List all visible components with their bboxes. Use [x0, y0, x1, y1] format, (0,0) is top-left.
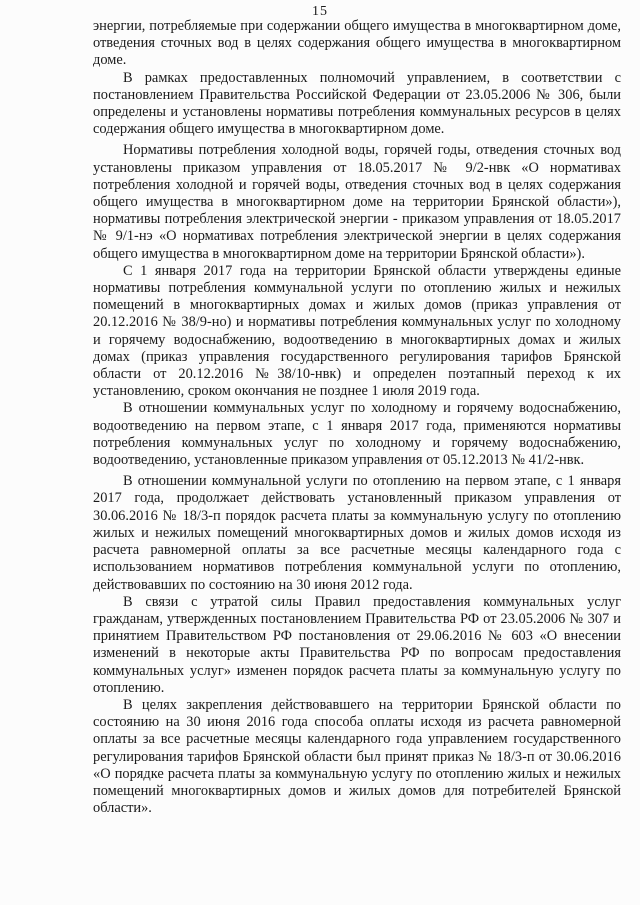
document-body: [93, 18, 621, 817]
paragraph-unified-norms-2017: С 1 января 2017 года на территории Брянской области утверждены единые нормативы потребления коммунальной услуги по отоплению жилых и нежилых помещений в многоквартирных домах и жилых домов (приказ управления от 20.12.2016 № 38/9-но) и нормативы потребления коммунальных услуг по холодному и горячему водоснабжению, водоотведению в многоквартирных домах и жилых домах (приказ управления государственного регулирования тарифов Брянской области от 20.12.2016 №38/10-нвк) и определен поэтапный переход к их установлению, сроком окончания не позднее 1 июля 2019 года.: [93, 262, 621, 400]
paragraph-order-18-3: В целях закрепления действовавшего на территории Брянской области по состоянию на 30 июня 2016 года способа оплаты исходя из расчета равномерной оплаты за все расчетные месяцы календарного года управлением государственного регулирования тарифов Брянской области был принят приказ № 18/3-п от 30.06.2016 «О порядке расчета платы за коммунальную услугу по отоплению жилых и нежилых помещений многоквартирных домов и жилых домов для потребителей Брянской области».: [93, 696, 621, 817]
paragraph-heating-first-stage: В отношении коммунальной услуги по отоплению на первом этапе, с 1 января 2017 года, продолжает действовать установленный приказом управления от 30.06.2016 № 18/3-п порядок расчета платы за коммунальную услугу по отоплению жилых и нежилых помещений многоквартирных домов и жилых домов исходя из расчета равномерной оплаты за все расчетные месяцы календарного года с использованием нормативов потребления коммунальной услуги по отоплению, действовавших по состоянию на 30 июня 2012 года.: [93, 473, 621, 593]
paragraph-water-supply-first-stage: В отношении коммунальных услуг по холодному и горячему водоснабжению, водоотведению на первом этапе, с 1 января 2017 года, применяются нормативы потребления коммунальных услуг по холодному и горячему водоснабжению, водоотведению, установленные приказом управления от 05.12.2013 № 41/2-нвк.: [93, 400, 621, 469]
paragraph-rules-change: В связи с утратой силы Правил предоставления коммунальных услуг гражданам, утвержденных постановлением Правительства РФ от 23.05.2006 № 307 и принятием Правительством РФ постановления от 29.06.2016 № 603 «О внесении изменений в некоторые акты Правительства РФ по вопросам предоставления коммунальных услуг» изменен порядок расчета платы за коммунальную услугу по отоплению.: [93, 593, 621, 696]
paragraph-continuation: энергии, потребляемые при содержании общего имущества в многоквартирном доме, отведения сточных вод в целях содержания общего имущества в многоквартирном доме.: [93, 18, 621, 69]
page-number: 15: [312, 4, 328, 19]
paragraph-norms-authority: В рамках предоставленных полномочий управлением, в соответствии с постановлением Правительства Российской Федерации от 23.05.2006 № 306, были определены и установлены нормативы потребления коммунальных ресурсов в целях содержания общего имущества в многоквартирном доме.: [93, 69, 621, 138]
paragraph-water-electricity-norms: Нормативы потребления холодной воды, горячей годы, отведения сточных вод установлены приказом управления от 18.05.2017 № 9/2-нвк «О нормативах потребления холодной и горячей воды, отведения сточных вод в целях содержания общего имущества в многоквартирном доме на территории Брянской области»), нормативы потребления электрической энергии - приказом управления от 18.05.2017 № 9/1-нэ «О нормативах потребления электрической энергии в целях содержания общего имущества в многоквартирном доме на территории Брянской области»).: [93, 142, 621, 262]
